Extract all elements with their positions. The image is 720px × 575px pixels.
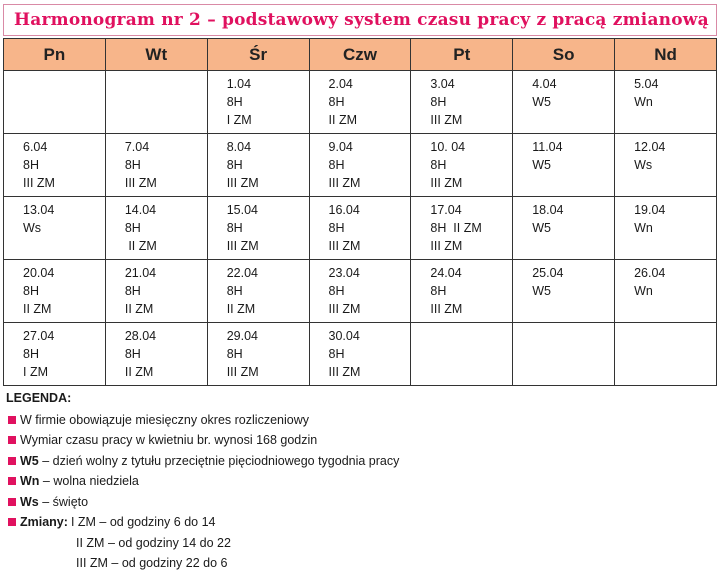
day-cell [513, 71, 615, 134]
day-cell [207, 134, 309, 197]
day-entry: 8H [226, 284, 243, 298]
day-entry: III ZM [226, 239, 259, 253]
day-date: 19.04 [634, 203, 666, 217]
day-entry: 8H [328, 284, 345, 298]
day-date: 12.04 [634, 140, 666, 154]
legend-item [6, 451, 399, 472]
day-entry: III ZM [430, 239, 463, 253]
day-entry: W5 [532, 221, 551, 235]
legend-heading: LEGENDA: [6, 391, 72, 405]
day-header: Wt [105, 39, 207, 71]
legend-text: – wolna niedziela [39, 474, 139, 488]
day-entry: 8H [124, 221, 141, 235]
day-cell [615, 260, 717, 323]
day-cell [615, 71, 717, 134]
day-entry: III ZM [23, 176, 55, 190]
day-entry: 8H [430, 284, 447, 298]
legend-text: I ZM – od godziny 6 do 14 [70, 515, 216, 529]
day-entry: 8H II ZM [430, 221, 482, 235]
day-date: 20.04 [23, 266, 55, 280]
day-date: 17.04 [430, 203, 462, 217]
legend-item [6, 410, 399, 431]
day-entry: 8H [226, 95, 243, 109]
legend-text: II ZM – od godziny 14 do 22 [76, 535, 231, 550]
day-entry: Wn [634, 221, 653, 235]
day-cell [615, 323, 717, 386]
legend-term: W5 [20, 453, 39, 468]
day-header: Pn [4, 39, 106, 71]
day-cell [4, 197, 106, 260]
day-entry: W5 [532, 284, 551, 298]
day-header-row [4, 39, 717, 71]
day-cell [513, 197, 615, 260]
day-date: 15.04 [226, 203, 258, 217]
day-entry: Ws [23, 221, 42, 235]
title-bar [3, 4, 717, 36]
week-row [4, 134, 717, 197]
day-date: 9.04 [328, 140, 353, 154]
day-date: 30.04 [328, 329, 360, 343]
day-date: 10. 04 [430, 140, 466, 154]
bullet-square-icon [8, 518, 16, 526]
day-entry: III ZM [226, 176, 259, 190]
day-date: 29.04 [226, 329, 258, 343]
day-entry: II ZM [328, 113, 357, 127]
legend-term: Ws [20, 494, 39, 509]
day-date: 8.04 [226, 140, 252, 154]
day-cell [105, 260, 207, 323]
day-entry: 8H [226, 347, 243, 361]
day-cell [411, 71, 513, 134]
day-date: 5.04 [634, 77, 659, 91]
day-cell [411, 197, 513, 260]
day-entry: II ZM [23, 302, 52, 316]
week-row [4, 323, 717, 386]
day-date: 13.04 [23, 203, 55, 217]
day-cell [411, 323, 513, 386]
day-cell [309, 260, 411, 323]
day-date: 7.04 [124, 140, 150, 154]
day-header: Pt [411, 39, 513, 71]
day-entry: W5 [532, 95, 551, 109]
day-cell [207, 71, 309, 134]
day-entry: III ZM [328, 239, 361, 253]
day-cell [4, 71, 106, 134]
legend-term: Zmiany: [20, 515, 68, 529]
day-date: 1.04 [226, 77, 252, 91]
day-date: 24.04 [430, 266, 462, 280]
day-entry: II ZM [124, 365, 154, 379]
day-entry: 8H [124, 158, 141, 172]
day-entry: III ZM [430, 302, 463, 316]
day-entry: III ZM [328, 176, 361, 190]
day-entry: 8H [23, 347, 39, 361]
day-entry: W5 [532, 158, 551, 172]
day-cell [615, 134, 717, 197]
day-cell [105, 71, 207, 134]
legend-text: III ZM – od godziny 22 do 6 [76, 556, 228, 570]
day-entry: 8H [23, 158, 39, 172]
day-entry: 8H [124, 284, 141, 298]
day-entry: 8H [328, 95, 345, 109]
week-row [4, 71, 717, 134]
day-cell [513, 134, 615, 197]
day-date: 18.04 [532, 203, 564, 217]
day-cell [309, 134, 411, 197]
day-cell [513, 260, 615, 323]
day-date: 2.04 [328, 77, 353, 91]
day-entry: III ZM [430, 176, 463, 190]
day-date: 11.04 [532, 140, 563, 154]
day-date: 22.04 [226, 266, 258, 280]
day-cell [4, 260, 106, 323]
day-date: 3.04 [430, 77, 455, 91]
day-entry: III ZM [124, 176, 157, 190]
legend-item [6, 512, 399, 533]
day-cell [105, 323, 207, 386]
day-entry: 8H [430, 158, 447, 172]
day-date: 16.04 [328, 203, 360, 217]
day-entry: I ZM [23, 365, 48, 379]
day-header: Czw [309, 39, 411, 71]
day-entry: 8H [328, 221, 345, 235]
day-entry: 8H [328, 347, 345, 361]
bullet-square-icon [8, 477, 16, 485]
day-date: 4.04 [532, 77, 557, 91]
day-header: Nd [615, 39, 717, 71]
day-entry: II ZM [226, 302, 256, 316]
day-entry: Wn [634, 95, 653, 109]
legend-item [6, 492, 399, 513]
day-cell [207, 323, 309, 386]
legend-text: – dzień wolny z tytułu przeciętnie pięciodniowego tygodnia pracy [38, 453, 400, 468]
day-entry: II ZM [124, 302, 154, 316]
legend-text: Wymiar czasu pracy w kwietniu br. wynosi 168 godzin [20, 433, 318, 447]
page-title: Harmonogram nr 2 – podstawowy system czasu pracy z pracą zmianową [14, 10, 709, 30]
day-entry: I ZM [226, 113, 252, 127]
day-entry: 8H [430, 95, 447, 109]
day-entry: Ws [634, 158, 653, 172]
day-cell [513, 323, 615, 386]
day-entry: 8H [124, 347, 141, 361]
day-cell [207, 197, 309, 260]
day-cell [105, 134, 207, 197]
day-cell [207, 260, 309, 323]
bullet-square-icon [8, 436, 16, 444]
legend-term: Wn [20, 474, 40, 488]
day-cell [4, 323, 106, 386]
day-date: 28.04 [124, 329, 157, 343]
day-cell [615, 197, 717, 260]
day-entry: Wn [634, 284, 653, 298]
bullet-square-icon [8, 498, 16, 506]
bullet-square-icon [8, 457, 16, 465]
day-cell [309, 71, 411, 134]
legend-item [6, 430, 399, 451]
day-cell [105, 197, 207, 260]
day-date: 14.04 [124, 203, 157, 217]
day-header: Śr [207, 39, 309, 71]
legend-text: – święto [38, 494, 89, 509]
day-date: 6.04 [23, 140, 48, 154]
day-date: 27.04 [23, 329, 55, 343]
day-date: 25.04 [532, 266, 564, 280]
day-cell [309, 197, 411, 260]
day-entry: III ZM [328, 365, 361, 379]
day-date: 23.04 [328, 266, 360, 280]
legend-item [6, 471, 399, 492]
day-date: 21.04 [124, 266, 157, 280]
day-entry: 8H [328, 158, 345, 172]
day-header: So [513, 39, 615, 71]
day-entry: 8H [226, 221, 243, 235]
day-cell [309, 323, 411, 386]
week-row [4, 260, 717, 323]
bullet-square-icon [8, 416, 16, 424]
week-row [4, 197, 717, 260]
legend [6, 388, 399, 574]
day-entry: III ZM [226, 365, 259, 379]
day-entry: III ZM [430, 113, 463, 127]
day-cell [4, 134, 106, 197]
day-date: 26.04 [634, 266, 666, 280]
legend-item [6, 553, 399, 574]
day-cell [411, 134, 513, 197]
legend-text: W firmie obowiązuje miesięczny okres rozliczeniowy [20, 412, 309, 427]
schedule-table [3, 38, 717, 386]
day-cell [411, 260, 513, 323]
day-entry: 8H [23, 284, 39, 298]
day-entry: III ZM [328, 302, 361, 316]
day-entry: II ZM [124, 239, 157, 253]
day-entry: 8H [226, 158, 243, 172]
legend-item [6, 533, 399, 554]
